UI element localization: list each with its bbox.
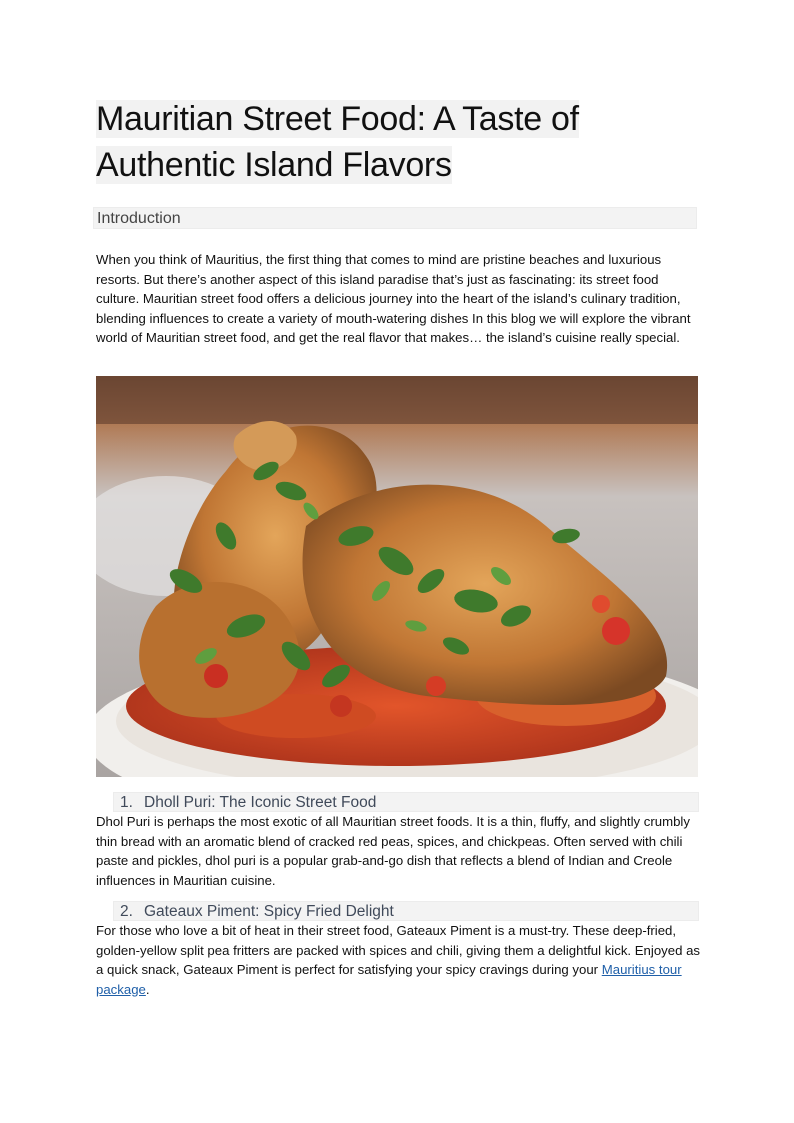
- section-paragraph-dholl-puri: Dhol Puri is perhaps the most exotic of all Mauritian street foods. It is a thin, fluffy, and slightly crumbly thin bread with an aromatic blend of cracked red peas, spices, and chickpeas. Often served with chili paste and pickles, dhol puri is a popular grab-and-go dish that reflects a blend of Indian and Creole influences in Mauritian cuisine.: [96, 814, 690, 888]
- section-number: 1.: [120, 794, 133, 811]
- section-heading-text: Dholl Puri: The Iconic Street Food: [144, 794, 377, 811]
- section-heading-gateaux-piment: [113, 901, 699, 921]
- section-number: 2.: [120, 903, 133, 920]
- section-paragraph-gateaux-piment: [96, 921, 700, 999]
- title-line-2: Authentic Island Flavors: [96, 146, 452, 184]
- section-heading-text: Gateaux Piment: Spicy Fried Delight: [144, 903, 394, 920]
- food-photo: [96, 376, 698, 777]
- mauritius-tour-package-link[interactable]: Mauritius tour package: [96, 962, 682, 997]
- paragraph-text: For those who love a bit of heat in their street food, Gateaux Piment is a must-try. These deep-fried, golden-yellow split pea fritters are packed with spices and chili, giving them a delightful kick. Enjoyed as a quick snack, Gateaux Piment is perfect for satisfying your spicy cravings during your: [96, 923, 701, 977]
- section-heading-dholl-puri: [113, 792, 699, 812]
- intro-paragraph: When you think of Mauritius, the first thing that comes to mind are pristine beaches and luxurious resorts. But there’s another aspect of this island paradise that’s just as fascinating: its street food culture. Mauritian street food offers a delicious journey into the heart of the island’s culinary tradition, blending influences to create a variety of mouth-watering dishes In this blog we will explore the vibrant world of Mauritian street food, and get the real flavor that makes… the island’s cuisine really special.: [96, 252, 691, 345]
- page-title: [96, 96, 596, 188]
- paragraph-text-end: .: [145, 981, 150, 997]
- food-photo-icon: [96, 376, 698, 777]
- intro-heading: Introduction: [93, 207, 697, 229]
- title-line-1: Mauritian Street Food: A Taste of: [96, 100, 579, 138]
